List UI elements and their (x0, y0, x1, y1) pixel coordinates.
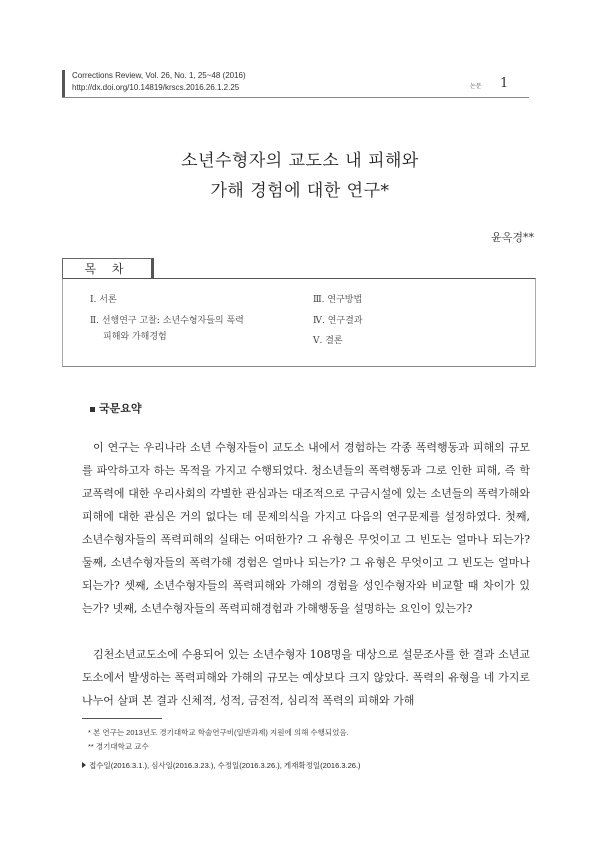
journal-citation: Corrections Review, Vol. 26, No. 1, 25~48 (2016) (72, 71, 246, 80)
footnote-rule (82, 718, 162, 719)
toc-item-method: Ⅲ. 연구방법 (313, 295, 363, 305)
abstract-paragraph-1 (82, 436, 530, 620)
footnote-dates-text: 접수일(2016.3.1.), 심사일(2016.3.23.), 수정일(2016.3.26.), 게재확정일(2016.3.26.) (89, 761, 361, 770)
toc-item-results: Ⅳ. 연구결과 (313, 316, 363, 326)
doi-link[interactable]: http://dx.doi.org/10.14819/krscs.2016.26.1.2.25 (72, 83, 240, 92)
table-of-contents (62, 278, 536, 367)
abstract-heading (90, 400, 142, 416)
journal-header (72, 70, 246, 94)
page-number: 1 (500, 76, 509, 91)
triangle-bullet-icon (82, 762, 86, 768)
abstract-heading-text: 국문요약 (99, 403, 142, 415)
abstract-paragraph-1-text: 이 연구는 우리나라 소년 수형자들이 교도소 내에서 경험하는 각종 폭력행동과 피해의 규모를 파악하고자 하는 목적을 가지고 수행되었다. 청소년들의 폭력행동과 그로 인한 피해, 즉 학교폭력에 대한 우리사회의 각별한 관심과는 대조적으로 구금시설에 있는 소년들의 폭력가해와 피해에 대한 관심은 거의 없다는 데 문제의식을 가지고 다음의 연구문제를 설정하였다. 첫째, 소년수형자들의 폭력피해의 실태는 어떠한가? 그 유형은 무엇이고 그 빈도는 얼마나 되는가? 둘째, 소년수형자들의 폭력가해 경험은 얼마나 되는가? 그 유형은 무엇이고 그 빈도는 얼마나 되는가? 셋째, 소년수형자들의 폭력피해와 가해의 경험을 성인수형자와 비교할 때 차이가 있는가? 넷째, 소년수형자들의 폭력피해경험과 가해행동을 설명하는 요인이 있는가? (82, 441, 530, 615)
header-accent-bar (62, 70, 65, 97)
header-rule (62, 97, 529, 98)
footnote-dates (82, 760, 361, 771)
toc-item-intro: Ⅰ. 서론 (90, 295, 117, 305)
footnote-funding: * 본 연구는 2013년도 경기대학교 학술연구비(일반과제) 지원에 의해 수행되었음. (88, 728, 349, 737)
square-bullet-icon (90, 407, 95, 412)
paper-title-line1: 소년수형자의 교도소 내 피해와 (181, 151, 419, 171)
toc-item-literature: Ⅱ. 선행연구 고찰: 소년수형자들의 폭력 (90, 316, 244, 326)
abstract-paragraph-2 (82, 643, 530, 712)
toc-item-literature-cont: 피해와 가해경험 (103, 332, 167, 342)
toc-label: 목 차 (62, 258, 154, 279)
footnote-affiliation: ** 경기대학교 교수 (88, 742, 149, 751)
author-name: 윤옥경** (491, 231, 534, 244)
paper-title-line2: 가해 경험에 대한 연구* (210, 181, 390, 201)
abstract-paragraph-2-text: 김천소년교도소에 수용되어 있는 소년수형자 108명을 대상으로 설문조사를 한 결과 소년교도소에서 발생하는 폭력피해와 가해의 규모는 예상보다 크지 않았다. 폭력의 유형을 네 가지로 나누어 살펴 본 결과 신체적, 성적, 금전적, 심리적 폭력의 피해와 가해 (82, 648, 530, 707)
page-mark: 논문 (470, 84, 482, 90)
toc-item-conclusion: Ⅴ. 결론 (313, 336, 343, 346)
